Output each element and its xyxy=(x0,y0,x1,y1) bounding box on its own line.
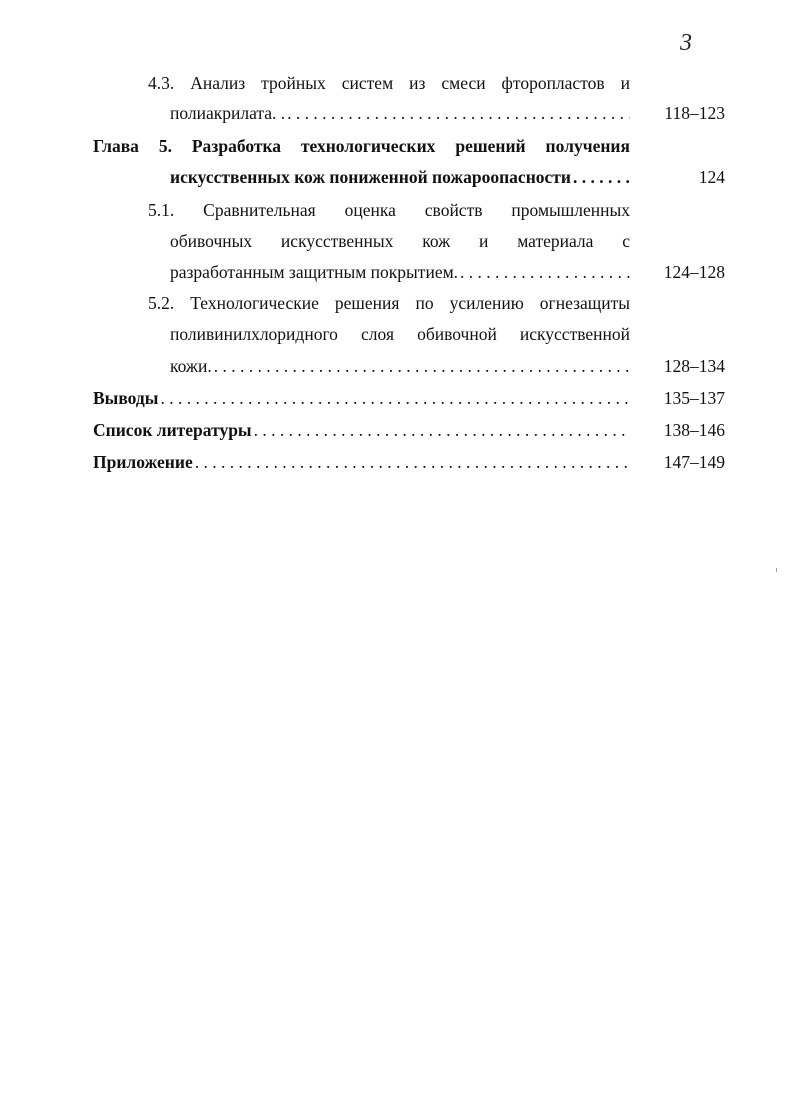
toc-line: 5.1. Сравнительная оценка свойств промышленных xyxy=(148,200,630,220)
dot-leader xyxy=(573,166,630,188)
toc-line: Глава 5. Разработка технологических решений получения xyxy=(93,136,630,156)
toc-line xyxy=(93,451,630,473)
toc-line xyxy=(93,419,630,441)
dot-leader xyxy=(287,102,630,124)
toc-page-range: 135–137 xyxy=(663,388,725,408)
toc-line: 4.3. Анализ тройных систем из смеси фторопластов и xyxy=(148,73,630,93)
toc-line xyxy=(93,387,630,409)
toc-page-range: 147–149 xyxy=(663,452,725,472)
toc-page-range: 118–123 xyxy=(664,103,725,123)
toc-line-text: Приложение xyxy=(93,452,193,472)
dot-leader xyxy=(195,451,630,473)
dot-leader xyxy=(160,387,630,409)
dot-leader xyxy=(214,355,630,377)
toc-line xyxy=(170,102,630,124)
toc-line-text: полиакрилата. . xyxy=(170,103,286,123)
dot-leader xyxy=(460,261,630,283)
toc-page-range: 128–134 xyxy=(663,356,725,376)
dot-leader xyxy=(254,419,630,441)
toc-page-range: 124 xyxy=(698,167,725,187)
page-number: 3 xyxy=(680,30,692,56)
toc-line-text: искусственных кож пониженной пожароопасности xyxy=(170,167,571,187)
toc-line-text: Список литературы xyxy=(93,420,252,440)
toc-line xyxy=(170,261,630,283)
toc-line: поливинилхлоридного слоя обивочной искусственной xyxy=(170,324,630,344)
toc-line-text: Выводы xyxy=(93,388,159,408)
toc-line: 5.2. Технологические решения по усилению огнезащиты xyxy=(148,293,630,313)
toc-line-text: кожи. xyxy=(170,356,212,376)
scan-mark xyxy=(776,568,777,572)
toc-line xyxy=(170,355,630,377)
toc-line xyxy=(170,166,630,188)
toc-page-range: 138–146 xyxy=(663,420,725,440)
toc-line-text: разработанным защитным покрытием. xyxy=(170,262,459,282)
toc-line: обивочных искусственных кож и материала с xyxy=(170,231,630,251)
toc-page-range: 124–128 xyxy=(663,262,725,282)
